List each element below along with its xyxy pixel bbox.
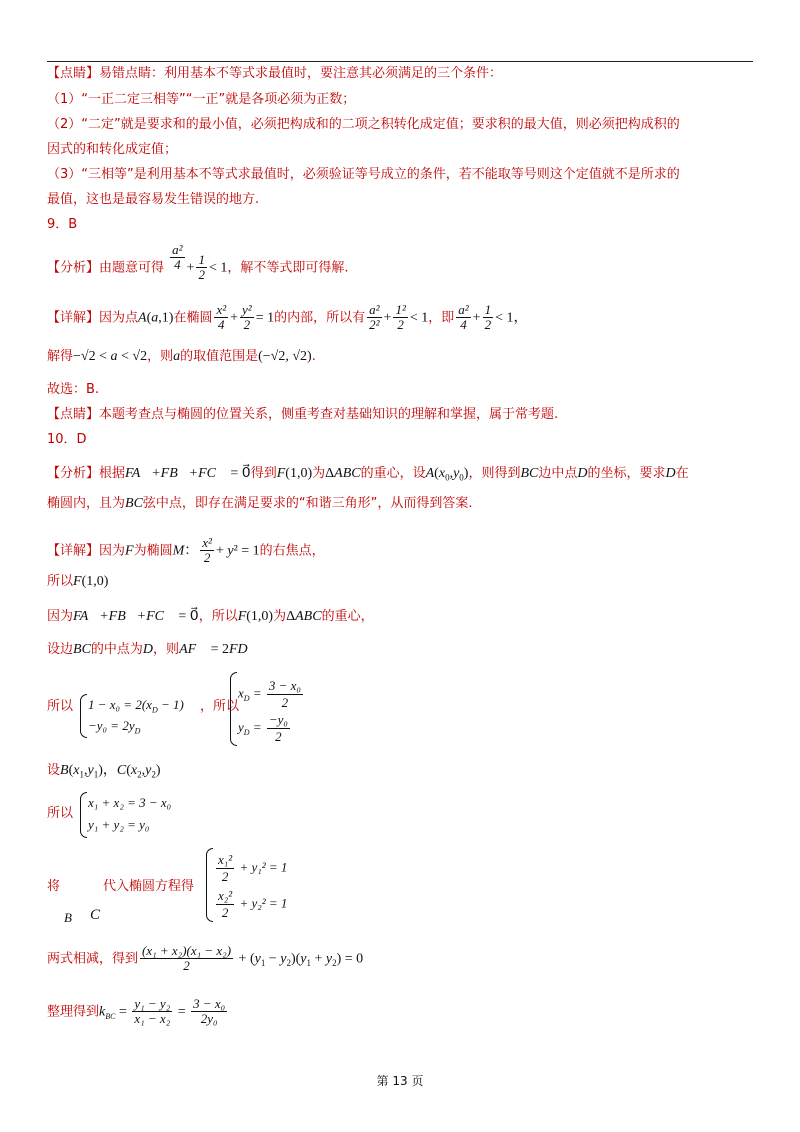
q10-line-centroid: 因为FA⃗+FB⃗+FC⃗ = 0⃗，所以F(1,0)为ΔABC的重心， xyxy=(47,609,374,624)
system-brace xyxy=(80,694,87,738)
q10-line-focus: 所以F(1,0) xyxy=(47,574,109,589)
eq-system-3a: x₁ + x₂ = 3 − x₀ xyxy=(88,795,172,810)
eq-system-2a: $x_D$ = $\frac{\text{3 − x₀}}{2}$ xyxy=(238,678,301,710)
header-rule xyxy=(47,61,753,62)
jiang-label: 将 xyxy=(47,879,61,894)
tip-title: 【点睛】易错点睛：利用基本不等式求最值时，要注意其必须满足的三个条件： xyxy=(47,66,503,81)
eq-system-3b: y₁ + y₂ = y₀ xyxy=(88,817,150,832)
q10-line-midpoint: 设边BC的中点为D，则AF⃗ = 2FD⃗ xyxy=(47,642,259,657)
point-c-label: C xyxy=(90,907,101,923)
point-b-label: B xyxy=(64,910,72,925)
eq-system-1a: $1 - x_0 = 2(x_D - 1)$ xyxy=(88,697,184,715)
q9-solve: 解得−√2 < a < √2，则a的取值范围是(−√2, √2). xyxy=(47,349,316,364)
substitute-label: 代入椭圆方程得 xyxy=(103,879,195,894)
suoyi-label-3: 所以 xyxy=(47,806,74,821)
q10-line-slope: 整理得到$k_{BC}$ = $\frac{\text{y₁ − y₂}}{\text{x₁ − x₂}}$ = $\frac{\text{3 − x₀}}{\text{2y₀}}$ xyxy=(47,996,226,1027)
system-brace xyxy=(230,672,237,746)
eq-system-4a: $\frac{\text{x₁²}}{2}$ + y₁² = 1 xyxy=(218,852,288,884)
tip-item-2-cont: 因式的和转化成定值； xyxy=(47,142,178,157)
tip-item-3-cont: 最值，这也是最容易发生错误的地方. xyxy=(47,192,260,207)
eq-system-4b: $\frac{\text{x₂²}}{2}$ + y₂² = 1 xyxy=(218,888,288,920)
system-brace xyxy=(206,848,213,922)
tip-item-1: （1）“一正二定三相等”“一正”就是各项必须为正数； xyxy=(47,92,356,107)
q10-detail: 【详解】因为F为椭圆M： $\frac{\text{x²}}{2}$ + y² = 1的右焦点， xyxy=(47,535,325,566)
eq-system-1b: $-y_0 = 2y_D$ xyxy=(88,718,141,736)
system-brace xyxy=(80,792,87,838)
page-number: 第 13 页 xyxy=(376,1074,424,1088)
q9-choice: 故选：B. xyxy=(47,382,100,397)
question-9-answer: 9．B xyxy=(47,217,78,232)
q9-detail: 【详解】因为点A(a,1)在椭圆 $\frac{\text{x²}}{4}$ + $\frac{\text{y²}}{2}$ = 1的内部，所以有 $\frac{\text{a²}}{\text{2²}}$ + $\frac{\text{1²}}{2}$ < 1，即 $\frac{\text{a²}}{4}$ + $\frac{1}{2}$ < 1， xyxy=(47,302,528,333)
tip-item-3: （3）“三相等”是利用基本不等式求最值时，必须验证等号成立的条件，若不能取等号则这个定值就不是所求的 xyxy=(47,167,680,182)
q10-analysis-cont: 椭圆内，且为BC弦中点，即存在满足要求的“和谐三角形”，从而得到答案. xyxy=(47,496,473,511)
eq-system-2b: $y_D$ = $\frac{\text{−y₀}}{2}$ xyxy=(238,712,288,744)
q10-analysis: 【分析】根据FA⃗+FB⃗+FC⃗ = 0⃗得到F(1,0)为ΔABC的重心，设$A(x_0,y_0)$，则得到BC边中点D的坐标，要求D在 xyxy=(47,466,689,483)
q10-line-points: 设$B(x_1,y_1)$，$C(x_2,y_2)$ xyxy=(47,763,161,780)
suoyi-label-2: ，所以 xyxy=(200,699,240,714)
tip-item-2: （2）“二定”就是要求和的最小值，必须把构成和的二项之积转化成定值；要求积的最大值，则必须把构成积的 xyxy=(47,117,680,132)
analysis-tag: 【分析】 xyxy=(47,260,100,276)
q9-comment: 【点睛】本题考查点与椭圆的位置关系，侧重考查对基础知识的理解和掌握，属于常考题. xyxy=(47,407,559,422)
question-10-answer: 10．D xyxy=(47,432,87,447)
suoyi-label-1: 所以 xyxy=(47,699,74,714)
q10-line-subtract: 两式相减，得到 $\frac{\text{(x₁ + x₂)(x₁ − x₂)}}{2}$ + $(y_1 - y_2)(y_1 + y_2) = 0$ xyxy=(47,943,364,974)
q9-analysis: 【分析】由题意可得 $\frac{\text{a²}}{4}$ + $\frac{1}{2}$ < 1，解不等式即可得解. xyxy=(47,242,349,283)
detail-tag: 【详解】 xyxy=(47,310,100,326)
